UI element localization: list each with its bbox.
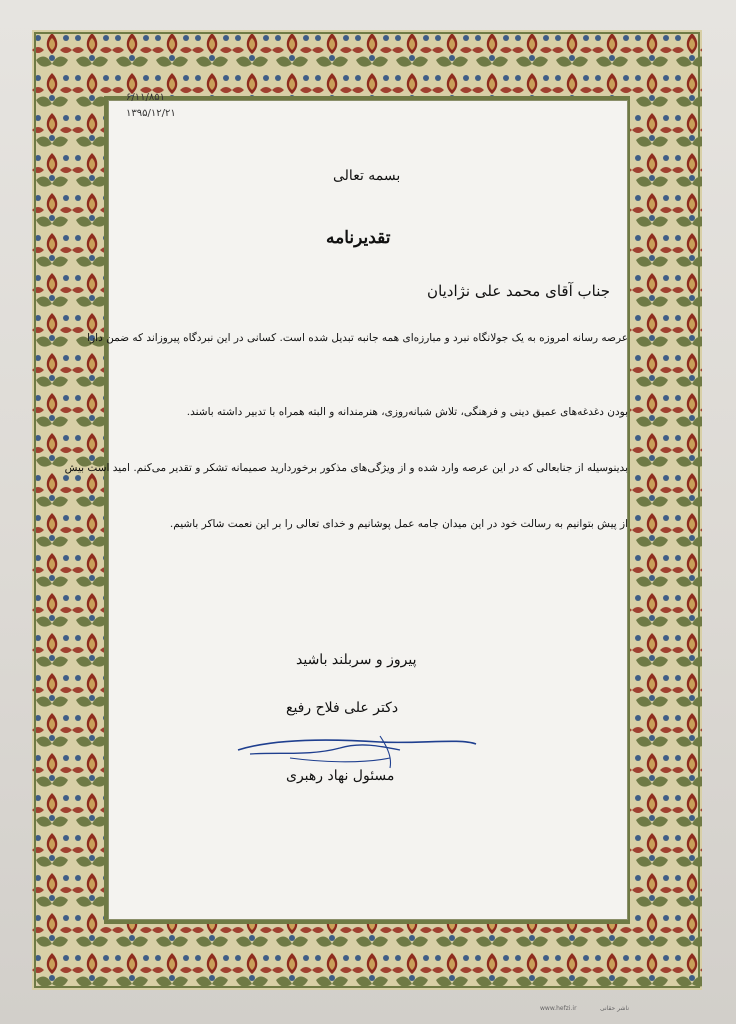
recipient: جناب آقای محمد علی نژادیان xyxy=(427,282,610,300)
invocation: بسمه تعالی xyxy=(333,168,401,184)
registration-number: ۶/۱۱/۸۵۱ xyxy=(126,92,165,103)
letter-title: تقدیرنامه xyxy=(326,228,391,248)
signer-title: مسئول نهاد رهبری xyxy=(286,768,395,784)
publisher-website: www.hefzi.ir xyxy=(540,1005,577,1012)
signer-name: دکتر علی فلاح رفیع xyxy=(286,700,399,716)
letter-panel xyxy=(64,92,628,920)
signature-mark xyxy=(230,728,480,788)
body-line: بدینوسیله از جنابعالی که در این عرصه وارد شده و از ویژگی‌های مذکور برخوردارید صمیمانه تشکر و تقدیر می‌کنم. امید است بیش xyxy=(64,462,628,474)
body-line: از پیش بتوانیم به رسالت خود در این میدان جامه عمل پوشانیم و خدای تعالی را بر این نعمت شاکر باشیم. xyxy=(169,518,628,530)
publisher-name: ناشر حقانی xyxy=(600,1005,629,1012)
body-line: بودن دغدغه‌های عمیق دینی و فرهنگی، تلاش شبانه‌روزی، هنرمندانه و البته همراه با تدبیر داشته باشند. xyxy=(186,406,628,418)
registration-date: ۱۳۹۵/۱۲/۲۱ xyxy=(126,108,176,119)
body-line: عرصه رسانه امروزه به یک جولانگاه نبرد و مبارزه‌ای همه جانبه تبدیل شده است. کسانی در این نبردگاه پیروزاند که ضمن دارا xyxy=(87,332,628,344)
closing: پیروز و سربلند باشید xyxy=(296,652,417,668)
